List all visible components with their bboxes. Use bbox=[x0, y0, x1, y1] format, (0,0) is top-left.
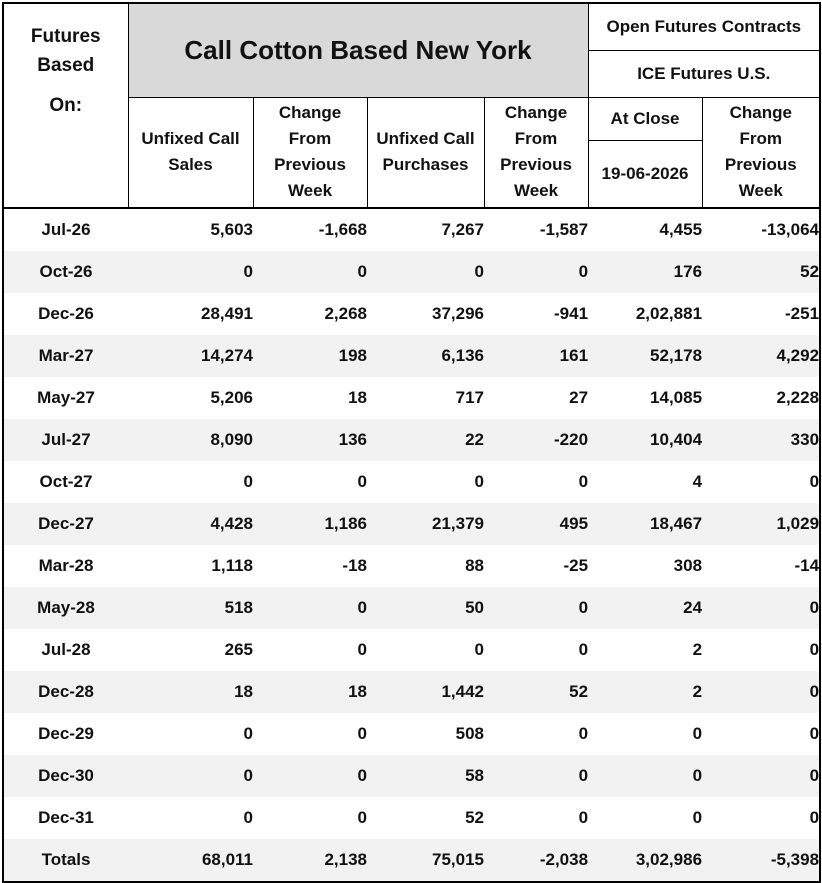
table-row bbox=[3, 293, 820, 335]
cell-value: 198 bbox=[253, 335, 367, 377]
table-row bbox=[3, 713, 820, 755]
cell-value: 0 bbox=[367, 251, 484, 293]
cell-value: 0 bbox=[588, 713, 702, 755]
cell-value: 0 bbox=[253, 587, 367, 629]
cell-value: 0 bbox=[128, 755, 253, 797]
cell-value: 2 bbox=[588, 671, 702, 713]
cell-value: 4,428 bbox=[128, 503, 253, 545]
cell-value: 0 bbox=[588, 755, 702, 797]
cell-value: 52,178 bbox=[588, 335, 702, 377]
call-cotton-table bbox=[2, 2, 821, 883]
row-label: Jul-28 bbox=[3, 629, 128, 671]
cell-value: 0 bbox=[702, 755, 820, 797]
cell-value: 7,267 bbox=[367, 208, 484, 251]
cell-value: 18 bbox=[128, 671, 253, 713]
row-label: May-28 bbox=[3, 587, 128, 629]
cell-value: 0 bbox=[253, 755, 367, 797]
cell-value: 0 bbox=[484, 251, 588, 293]
table-row bbox=[3, 251, 820, 293]
cell-value: 0 bbox=[253, 251, 367, 293]
row-label: Mar-28 bbox=[3, 545, 128, 587]
table-title: Call Cotton Based New York bbox=[128, 3, 588, 97]
cell-value: 0 bbox=[484, 629, 588, 671]
table-row bbox=[3, 671, 820, 713]
cell-value: 0 bbox=[128, 713, 253, 755]
cell-value: 0 bbox=[702, 629, 820, 671]
change-purchases-header: Change From Previous Week bbox=[484, 97, 588, 208]
cell-value: 3,02,986 bbox=[588, 839, 702, 882]
futures-based-on-header bbox=[3, 3, 128, 208]
row-label: Dec-27 bbox=[3, 503, 128, 545]
cell-value: 508 bbox=[367, 713, 484, 755]
cell-value: 0 bbox=[484, 587, 588, 629]
row-label: Dec-31 bbox=[3, 797, 128, 839]
cell-value: 0 bbox=[702, 797, 820, 839]
cell-value: -14 bbox=[702, 545, 820, 587]
cell-value: 52 bbox=[484, 671, 588, 713]
cell-value: 0 bbox=[253, 629, 367, 671]
cell-value: 2,228 bbox=[702, 377, 820, 419]
table-row bbox=[3, 797, 820, 839]
cell-value: 50 bbox=[367, 587, 484, 629]
cell-value: -251 bbox=[702, 293, 820, 335]
cell-value: 37,296 bbox=[367, 293, 484, 335]
cell-value: 265 bbox=[128, 629, 253, 671]
cell-value: 8,090 bbox=[128, 419, 253, 461]
cell-value: 14,085 bbox=[588, 377, 702, 419]
cell-value: -25 bbox=[484, 545, 588, 587]
cell-value: 21,379 bbox=[367, 503, 484, 545]
row-label: May-27 bbox=[3, 377, 128, 419]
cell-value: 308 bbox=[588, 545, 702, 587]
cell-value: -1,587 bbox=[484, 208, 588, 251]
cell-value: -13,064 bbox=[702, 208, 820, 251]
cell-value: 6,136 bbox=[367, 335, 484, 377]
cell-value: 0 bbox=[484, 755, 588, 797]
row-label: Jul-26 bbox=[3, 208, 128, 251]
cell-value: 0 bbox=[128, 251, 253, 293]
table-row bbox=[3, 587, 820, 629]
table-row bbox=[3, 377, 820, 419]
cell-value: 0 bbox=[128, 797, 253, 839]
cell-value: 0 bbox=[484, 797, 588, 839]
cell-value: 22 bbox=[367, 419, 484, 461]
cell-value: 176 bbox=[588, 251, 702, 293]
cell-value: 4 bbox=[588, 461, 702, 503]
cell-value: 0 bbox=[253, 797, 367, 839]
cell-value: 717 bbox=[367, 377, 484, 419]
cell-value: 1,118 bbox=[128, 545, 253, 587]
row-label: Oct-26 bbox=[3, 251, 128, 293]
cell-value: 18 bbox=[253, 671, 367, 713]
cell-value: 28,491 bbox=[128, 293, 253, 335]
cell-value: 5,206 bbox=[128, 377, 253, 419]
table-row bbox=[3, 503, 820, 545]
row-label: Dec-28 bbox=[3, 671, 128, 713]
cell-value: 2,138 bbox=[253, 839, 367, 882]
row-label: Jul-27 bbox=[3, 419, 128, 461]
cell-value: 495 bbox=[484, 503, 588, 545]
unfixed-purchases-header: Unfixed Call Purchases bbox=[367, 97, 484, 208]
futures-based-line1: Futures bbox=[30, 26, 101, 47]
cell-value: 0 bbox=[484, 461, 588, 503]
table-row bbox=[3, 461, 820, 503]
cell-value: -2,038 bbox=[484, 839, 588, 882]
table-row bbox=[3, 545, 820, 587]
cell-value: 88 bbox=[367, 545, 484, 587]
futures-based-line2: Based bbox=[37, 55, 95, 76]
cell-value: 0 bbox=[702, 671, 820, 713]
cell-value: 10,404 bbox=[588, 419, 702, 461]
cell-value: 2,268 bbox=[253, 293, 367, 335]
cell-value: 0 bbox=[484, 713, 588, 755]
at-close-date: 19-06-2026 bbox=[588, 140, 702, 208]
cell-value: 52 bbox=[702, 251, 820, 293]
table-body bbox=[3, 208, 820, 882]
cell-value: 0 bbox=[253, 713, 367, 755]
cell-value: 0 bbox=[367, 629, 484, 671]
unfixed-sales-header: Unfixed Call Sales bbox=[128, 97, 253, 208]
cell-value: 1,442 bbox=[367, 671, 484, 713]
cell-value: 4,455 bbox=[588, 208, 702, 251]
table-row bbox=[3, 335, 820, 377]
row-label: Dec-29 bbox=[3, 713, 128, 755]
cell-value: 1,186 bbox=[253, 503, 367, 545]
ice-futures-header: ICE Futures U.S. bbox=[588, 50, 820, 97]
table-row bbox=[3, 629, 820, 671]
cell-value: 0 bbox=[128, 461, 253, 503]
cell-value: 0 bbox=[702, 461, 820, 503]
cell-value: 0 bbox=[367, 461, 484, 503]
row-label: Totals bbox=[3, 839, 128, 882]
cell-value: -5,398 bbox=[702, 839, 820, 882]
open-futures-header: Open Futures Contracts bbox=[588, 3, 820, 50]
futures-based-line3: On: bbox=[49, 95, 83, 116]
cell-value: 24 bbox=[588, 587, 702, 629]
cell-value: 5,603 bbox=[128, 208, 253, 251]
cell-value: 2 bbox=[588, 629, 702, 671]
row-label: Dec-30 bbox=[3, 755, 128, 797]
cell-value: 58 bbox=[367, 755, 484, 797]
cell-value: -1,668 bbox=[253, 208, 367, 251]
table-row bbox=[3, 419, 820, 461]
change-open-header: Change From Previous Week bbox=[702, 97, 820, 208]
at-close-header: At Close bbox=[588, 97, 702, 140]
change-sales-header: Change From Previous Week bbox=[253, 97, 367, 208]
cell-value: -18 bbox=[253, 545, 367, 587]
cell-value: 75,015 bbox=[367, 839, 484, 882]
row-label: Mar-27 bbox=[3, 335, 128, 377]
cell-value: 52 bbox=[367, 797, 484, 839]
cell-value: 27 bbox=[484, 377, 588, 419]
row-label: Oct-27 bbox=[3, 461, 128, 503]
row-label: Dec-26 bbox=[3, 293, 128, 335]
cell-value: 0 bbox=[253, 461, 367, 503]
cell-value: 2,02,881 bbox=[588, 293, 702, 335]
cell-value: 4,292 bbox=[702, 335, 820, 377]
cell-value: -941 bbox=[484, 293, 588, 335]
cell-value: 518 bbox=[128, 587, 253, 629]
cell-value: 136 bbox=[253, 419, 367, 461]
cell-value: 18 bbox=[253, 377, 367, 419]
cell-value: 0 bbox=[702, 713, 820, 755]
cell-value: 161 bbox=[484, 335, 588, 377]
table-row bbox=[3, 755, 820, 797]
cell-value: 14,274 bbox=[128, 335, 253, 377]
cell-value: 1,029 bbox=[702, 503, 820, 545]
cell-value: 68,011 bbox=[128, 839, 253, 882]
table-row bbox=[3, 208, 820, 251]
totals-row bbox=[3, 839, 820, 882]
cell-value: 330 bbox=[702, 419, 820, 461]
cell-value: 0 bbox=[702, 587, 820, 629]
cell-value: -220 bbox=[484, 419, 588, 461]
cell-value: 0 bbox=[588, 797, 702, 839]
cell-value: 18,467 bbox=[588, 503, 702, 545]
